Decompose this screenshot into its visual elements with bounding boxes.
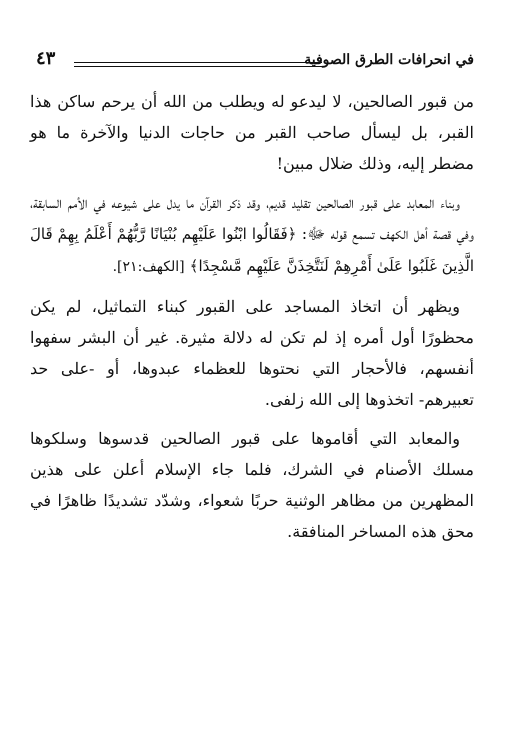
paragraph-3: ويظهر أن اتخاذ المساجد على القبور كبناء التماثيل، لم يكن محظورًا أول أمره إذ لم تكن له دلالة مثيرة. غير أن البشر سفهوا أنفسهم، فالأحجار التي نحتوها للعظماء عبدوها، أو -على حد تعبيرهم- اتخذوها إلى الله زلفى. (30, 297, 474, 409)
paragraph-4: والمعابد التي أقاموها على قبور الصالحين قدسوها وسلكوها مسلك الأصنام في الشرك، فلما جاء الإسلام أعلن على هذين المظهرين من مظاهر الوثنية حربًا شعواء، وشدّد تشديدًا ظاهرًا في محق هذه المساخر المنافقة. (30, 429, 474, 541)
verse-reference: [الكهف:٢١]. (112, 259, 185, 275)
paragraph-1: من قبور الصالحين، لا ليدعو له ويطلب من الله أن يرحم ساكن هذا القبر، بل ليسأل صاحب القبر من حاجات الدنيا والآخرة ما هو مضطر إليه، وذلك ضلال مبين! (30, 92, 474, 173)
paragraph-2-text: وبناء المعابد على قبور الصالحين تقليد قديم، وقد ذكر القرآن ما يدل على شيوعه في الأمم السابقة، وفي قصة أهل الكهف تسمع قوله ﷻ: (30, 193, 474, 243)
header-rule (74, 62, 322, 67)
paragraph-2 (30, 187, 474, 283)
running-title: في انحرافات الطرق الصوفية (304, 52, 474, 68)
page-header (34, 48, 474, 78)
quran-verse: ﴿فَقَالُوا ابْنُوا عَلَيْهِم بُنْيَانًا رَّبُّهُمْ أَعْلَمُ بِهِمْ قَالَ الَّذِينَ غَلَبُوا عَلَىٰ أَمْرِهِمْ لَنَتَّخِذَنَّ عَلَيْهِم مَّسْجِدًا﴾ (30, 225, 474, 275)
page-number: ٤٣ (36, 48, 56, 69)
page-body (30, 86, 474, 547)
